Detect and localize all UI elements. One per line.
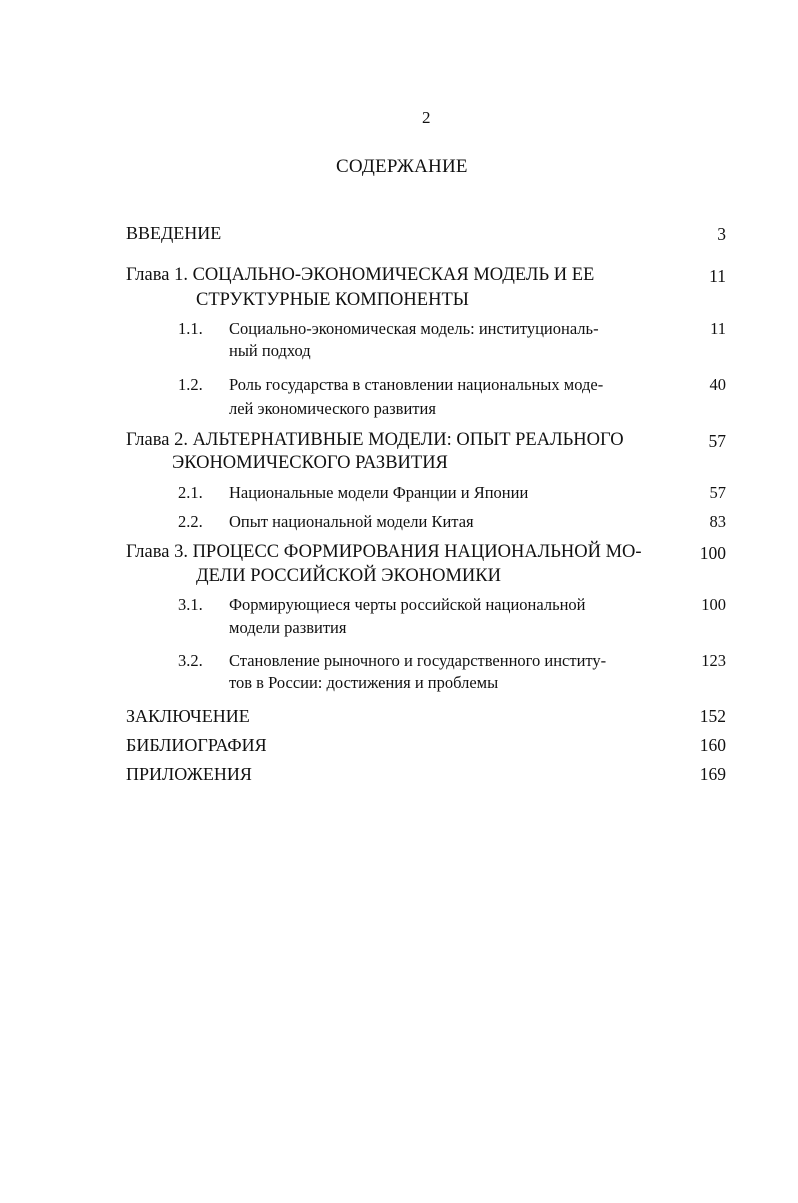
- section-title-line-1: Формирующиеся черты российской национальной: [229, 595, 586, 614]
- section-title-line-1: Роль государства в становлении национальных моде-: [229, 375, 604, 394]
- section-title-line-2: тов в России: достижения и проблемы: [229, 673, 499, 692]
- entry-page: 11: [710, 319, 726, 338]
- section-number: 1.2.: [178, 375, 203, 394]
- chapter-title-line-2: ЭКОНОМИЧЕСКОГО РАЗВИТИЯ: [172, 453, 448, 473]
- page-number: 2: [422, 108, 431, 127]
- entry-title: ВВЕДЕНИЕ: [126, 223, 222, 243]
- section-title-line-2: ный подход: [229, 341, 311, 360]
- entry-page: 123: [701, 651, 726, 670]
- chapter-title-line-1: Глава 3. ПРОЦЕСС ФОРМИРОВАНИЯ НАЦИОНАЛЬНОЙ МО-: [126, 542, 642, 562]
- section-title-line-1: Национальные модели Франции и Японии: [229, 483, 529, 502]
- chapter-title-line-2: ДЕЛИ РОССИЙСКОЙ ЭКОНОМИКИ: [196, 566, 501, 586]
- entry-page: 160: [699, 735, 726, 755]
- entry-page: 83: [709, 512, 726, 531]
- section-number: 3.2.: [178, 651, 203, 670]
- entry-page: 169: [699, 764, 726, 784]
- section-number: 2.2.: [178, 512, 203, 531]
- entry-page: 57: [709, 483, 726, 502]
- chapter-title-line-1: Глава 2. АЛЬТЕРНАТИВНЫЕ МОДЕЛИ: ОПЫТ РЕАЛЬНОГО: [126, 430, 624, 450]
- entry-title: БИБЛИОГРАФИЯ: [126, 735, 267, 755]
- entry-page: 3: [717, 224, 726, 244]
- section-title-line-1: Становление рыночного и государственного институ-: [229, 651, 607, 670]
- section-number: 1.1.: [178, 319, 203, 338]
- section-number: 2.1.: [178, 483, 203, 502]
- entry-page: 57: [708, 431, 726, 451]
- section-title-line-2: лей экономического развития: [229, 399, 436, 418]
- chapter-title-line-2: СТРУКТУРНЫЕ КОМПОНЕНТЫ: [196, 290, 469, 310]
- chapter-title-line-1: Глава 1. СОЦАЛЬНО-ЭКОНОМИЧЕСКАЯ МОДЕЛЬ И ЕЕ: [126, 265, 595, 285]
- entry-page: 40: [709, 375, 726, 394]
- section-title-line-1: Социально-экономическая модель: институциональ-: [229, 319, 599, 338]
- section-title-line-2: модели развития: [229, 618, 347, 637]
- entry-page: 152: [699, 706, 726, 726]
- entry-page: 11: [709, 266, 726, 286]
- entry-title: ЗАКЛЮЧЕНИЕ: [126, 706, 250, 726]
- section-number: 3.1.: [178, 595, 203, 614]
- entry-page: 100: [701, 595, 726, 614]
- entry-page: 100: [699, 543, 726, 563]
- entry-title: ПРИЛОЖЕНИЯ: [126, 764, 252, 784]
- toc-title: СОДЕРЖАНИЕ: [336, 156, 468, 177]
- section-title-line-1: Опыт национальной модели Китая: [229, 512, 474, 531]
